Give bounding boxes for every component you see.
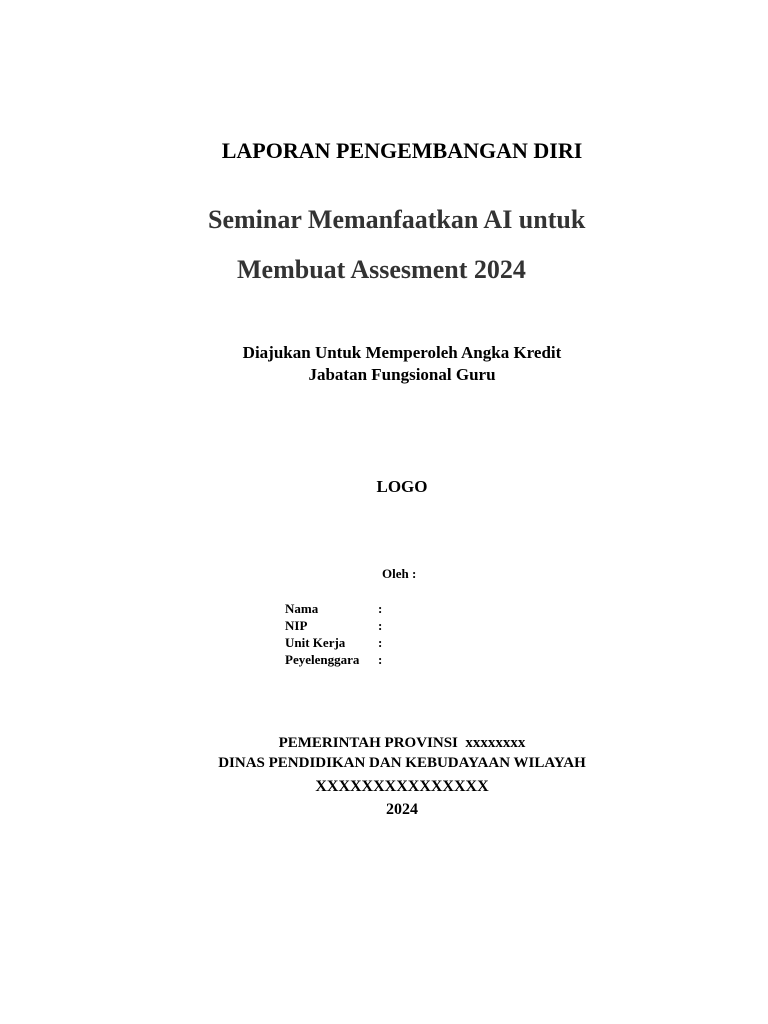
report-title: LAPORAN PENGEMBANGAN DIRI	[221, 138, 583, 163]
institution-department: DINAS PENDIDIKAN DAN KEBUDAYAAN WILAYAH	[218, 755, 586, 771]
author-fields	[285, 600, 388, 668]
field-separator: :	[378, 618, 383, 633]
logo-placeholder: LOGO	[376, 477, 428, 496]
institution-region: XXXXXXXXXXXXXXX	[315, 778, 489, 795]
institution-government: PEMERINTAH PROVINSI xxxxxxxx	[278, 735, 526, 751]
field-label-nama: Nama	[285, 601, 319, 616]
subject-title-line-1: Seminar Memanfaatkan AI untuk	[208, 205, 586, 234]
institution-block	[0, 733, 768, 821]
field-separator: :	[378, 635, 383, 650]
field-row-nama	[285, 600, 388, 617]
subject-title-line-2: Membuat Assesment 2024	[237, 255, 526, 284]
report-year: 2024	[386, 801, 418, 818]
field-label-penyelenggara: Peyelenggara	[285, 652, 360, 667]
field-row-penyelenggara	[285, 651, 388, 668]
field-label-unit-kerja: Unit Kerja	[285, 635, 346, 650]
field-row-unit-kerja	[285, 634, 388, 651]
author-heading: Oleh :	[382, 566, 417, 581]
field-label-nip: NIP	[285, 618, 308, 633]
purpose-line-1: Diajukan Untuk Memperoleh Angka Kredit	[242, 343, 562, 362]
field-row-nip	[285, 617, 388, 634]
purpose-statement	[0, 342, 768, 386]
purpose-line-2: Jabatan Fungsional Guru	[308, 365, 496, 384]
field-separator: :	[378, 601, 383, 616]
field-separator: :	[378, 652, 383, 667]
